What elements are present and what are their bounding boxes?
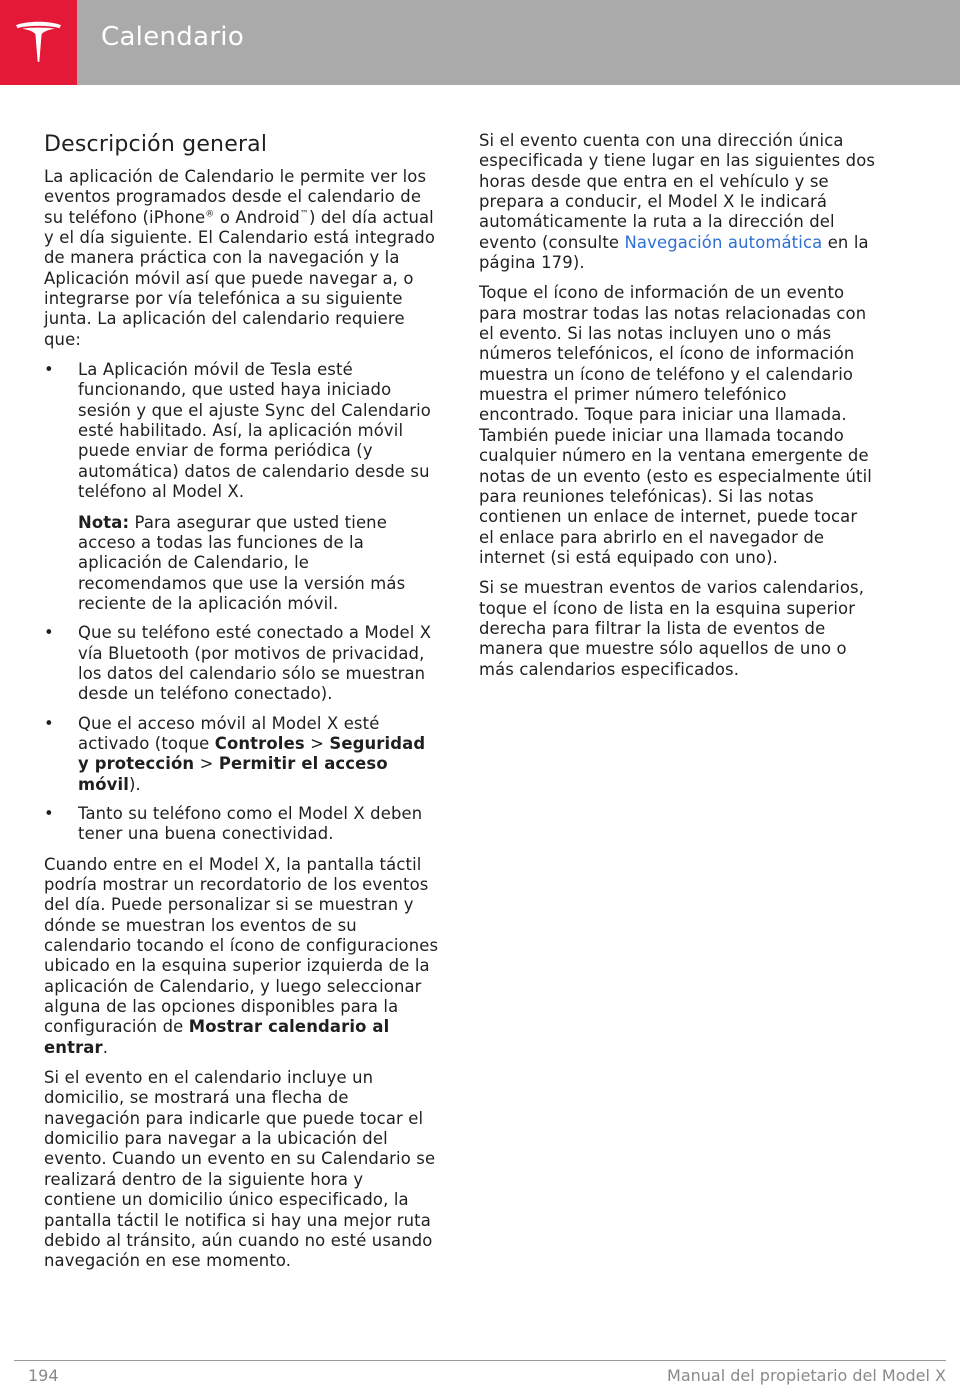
requirements-list (44, 360, 440, 845)
manual-title: Manual del propietario del Model X (667, 1366, 946, 1385)
reminder-paragraph: Cuando entre en el Model X, la pantalla táctil podría mostrar un recordatorio de los eventos del día. Puede personalizar si se muestran y dónde se muestran los eventos de su calendario tocando el ícono de configuraciones ubicado en la esquina superior izquierda de la aplicación de Calendario, y luego seleccionar alguna de las opciones disponibles para la configuración de Mostrar calendario al entrar. (44, 854, 439, 1057)
footer-divider (14, 1360, 946, 1361)
note: Nota: Para asegurar que usted tiene acceso a todas las funciones de la aplicación de Calendario, le recomendamos que use la versión más reciente de la aplicación móvil. (78, 512, 406, 613)
bullet: • (44, 803, 54, 823)
show-calendar-setting-label: Mostrar calendario al entrar (44, 1017, 390, 1057)
tesla-logo-icon (13, 18, 64, 69)
section-heading: Descripción general (44, 132, 268, 157)
right-column (479, 131, 877, 690)
list-item: • La Aplicación móvil de Tesla esté funcionando, que usted haya iniciado sesión y que el ajuste Sync del Calendario esté habilitado. Así, la aplicación móvil puede enviar de forma periódica (y automática) datos de calendario desde su teléfono al Model X. Nota: Para asegurar que usted tiene acceso a todas las funciones de la aplicación de Calendario, le recomendamos que use la versión más reciente de la aplicación móvil. (44, 360, 440, 614)
trademark-mark: ™ (299, 209, 309, 220)
multiple-calendars-paragraph: Si se muestran eventos de varios calendarios, toque el ícono de lista en la esquina superior derecha para filtrar la lista de eventos de manera que muestre sólo aquellos de uno o más calendarios especificados. (479, 578, 865, 679)
list-item: • Que su teléfono esté conectado a Model X vía Bluetooth (por motivos de privacidad, los datos del calendario sólo se muestran desde un teléfono conectado). (44, 623, 432, 704)
bullet: • (44, 360, 54, 380)
note-label: Nota: (78, 512, 130, 532)
intro-paragraph: La aplicación de Calendario le permite ver los eventos programados desde el calendario de su teléfono (iPhone® o Android™) del día actual y el día siguiente. El Calendario está integrado de manera práctica con la navegación y la Aplicación móvil así que puede navegar a, o integrarse por vía telefónica a su siguiente junta. La aplicación del calendario requiere que: (44, 167, 436, 349)
page-title: Calendario (101, 22, 245, 52)
list-item: • Tanto su teléfono como el Model X deben tener una buena conectividad. (44, 803, 423, 844)
page-number: 194 (28, 1366, 59, 1385)
address-paragraph: Si el evento en el calendario incluye un domicilio, se mostrará una flecha de navegación para indicarle que puede tocar el domicilio para navegar a la ubicación del evento. Cuando un evento en su Calendario se realizará dentro de la siguiente hora y contiene un domicilio único especificado, la pantalla táctil le notifica si hay una mejor ruta debido al tránsito, aún cuando no esté usando navegación en ese momento. (44, 1068, 436, 1271)
event-info-paragraph: Toque el ícono de información de un evento para mostrar todas las notas relacionadas con el evento. Si las notas incluyen uno o más números telefónicos, el ícono de información muestra un ícono de teléfono y el calendario muestra el primer número telefónico encontrado. Toque para iniciar una llamada. También puede iniciar una llamada tocando cualquier número en la ventana emergente de notas de un evento (esto es especialmente útil para reuniones telefónicas). Si las notas contienen un enlace de internet, puede tocar el enlace para abrirlo en el navegador de internet (si está equipado con uno). (479, 283, 873, 567)
list-item: • Que el acceso móvil al Model X esté activado (toque Controles > Seguridad y protección > Permitir el acceso móvil). (44, 713, 426, 794)
controls-menu-label: Controles (214, 733, 305, 753)
page-header (0, 0, 960, 85)
auto-navigation-link[interactable]: Navegación automática (624, 232, 823, 252)
logo-badge (0, 0, 77, 85)
bullet: • (44, 713, 54, 733)
left-column (44, 128, 440, 1282)
bullet: • (44, 623, 54, 643)
registered-mark: ® (205, 209, 215, 220)
security-menu-label: Seguridad y protección (78, 733, 426, 774)
allow-mobile-access-label: Permitir el acceso móvil (78, 754, 388, 794)
auto-navigation-paragraph: Si el evento cuenta con una dirección única especificada y tiene lugar en las siguientes dos horas desde que entra en el vehículo y se prepara a conducir, el Model X le indicará automáticamente la ruta a la dirección del evento (consulte Navegación automática en la página 179). (479, 131, 876, 273)
